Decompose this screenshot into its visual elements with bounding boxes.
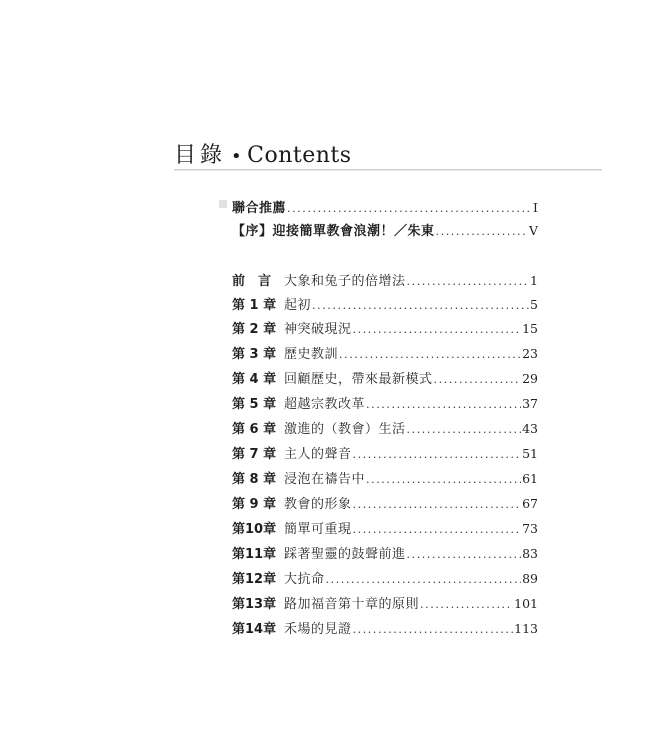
chapter-label: 第 1 章 (232, 298, 277, 313)
page-number: 83 (522, 546, 538, 561)
page-number: 15 (522, 321, 538, 336)
title-divider (174, 169, 602, 170)
chapter-label: 第 8 章 (232, 472, 277, 487)
page-number: 73 (522, 521, 538, 536)
dot-leader (312, 296, 529, 316)
entry-title: 禾場的見證 (284, 622, 352, 637)
entry-title: 【序】迎接簡單教會浪潮！／朱東 (232, 224, 435, 239)
page-number: 37 (522, 396, 538, 411)
entry-title: 路加福音第十章的原則 (284, 597, 420, 612)
chapter-label: 第 4 章 (232, 372, 277, 387)
toc-entry-chapter-3[interactable] (232, 344, 538, 364)
toc-entry-chapter-5[interactable] (232, 394, 538, 414)
chapter-label: 第 9 章 (232, 497, 277, 512)
chapter-label: 前 言 (232, 274, 272, 289)
entry-title: 大象和兔子的倍增法 (284, 274, 406, 289)
entry-title: 超越宗教改革 (284, 397, 366, 412)
entry-title: 浸泡在禱告中 (284, 472, 366, 487)
dot-leader (407, 420, 522, 440)
title-cjk: 目錄 (174, 143, 227, 168)
toc-entry-chapter-9[interactable] (232, 494, 538, 514)
entry-title: 起初 (284, 298, 312, 313)
dot-leader (436, 222, 528, 242)
toc-entry-chapter-8[interactable] (232, 469, 538, 489)
entry-title: 回顧歷史，帶來最新模式 (284, 372, 433, 387)
chapter-label: 第10章 (232, 522, 277, 537)
toc-entry-chapter-7[interactable] (232, 444, 538, 464)
chapter-label: 第13章 (232, 597, 277, 612)
entry-title: 大抗命 (284, 572, 325, 587)
toc-entry-preface[interactable] (232, 221, 538, 241)
chapter-label: 第 6 章 (232, 422, 277, 437)
entry-title: 神突破現況 (284, 322, 352, 337)
title-en: Contents (247, 143, 352, 168)
page-title (174, 138, 352, 169)
page-number: 43 (522, 421, 538, 436)
entry-title: 聯合推薦 (232, 201, 287, 216)
toc-entry-chapter-12[interactable] (232, 569, 538, 589)
dot-leader (420, 595, 513, 615)
page-number: 113 (514, 621, 538, 636)
toc-entry-chapter-6[interactable] (232, 419, 538, 439)
page-number: 51 (522, 446, 538, 461)
dot-leader (353, 445, 522, 465)
chapter-label: 第 7 章 (232, 447, 277, 462)
dot-leader (434, 370, 522, 390)
dot-leader (326, 570, 522, 590)
page-number: 89 (522, 571, 538, 586)
dot-leader (287, 199, 532, 219)
chapter-label: 第11章 (232, 547, 277, 562)
chapter-label: 第 3 章 (232, 347, 277, 362)
bullet-icon: • (231, 146, 243, 167)
chapter-label: 第12章 (232, 572, 277, 587)
page-number: 5 (530, 297, 538, 312)
dot-leader (366, 395, 521, 415)
page-number: 23 (522, 346, 538, 361)
entry-title: 激進的（教會）生活 (284, 422, 406, 437)
page-number: 1 (530, 273, 538, 288)
dot-leader (353, 520, 522, 540)
chapter-label: 第 5 章 (232, 397, 277, 412)
toc-entry-chapter-10[interactable] (232, 519, 538, 539)
toc-entry-foreword[interactable] (232, 271, 538, 291)
entry-title: 歷史教訓 (284, 347, 339, 362)
toc-entry-chapter-13[interactable] (232, 594, 538, 614)
toc-entry-chapter-4[interactable] (232, 369, 538, 389)
dot-leader (407, 272, 530, 292)
chapter-label: 第 2 章 (232, 322, 277, 337)
page-number: 61 (522, 471, 538, 486)
entry-title: 主人的聲音 (284, 447, 352, 462)
dot-leader (353, 620, 514, 640)
dot-leader (366, 470, 521, 490)
entry-title: 教會的形象 (284, 497, 352, 512)
dot-leader (353, 495, 522, 515)
toc-entry-recommendations[interactable] (232, 198, 538, 218)
page-number: V (528, 223, 538, 238)
toc-entry-chapter-14[interactable] (232, 619, 538, 639)
toc-entry-chapter-2[interactable] (232, 319, 538, 339)
dot-leader (407, 545, 522, 565)
entry-title: 踩著聖靈的鼓聲前進 (284, 547, 406, 562)
page-number: 67 (522, 496, 538, 511)
page-number: 101 (514, 596, 538, 611)
dot-leader (353, 320, 522, 340)
toc-entry-chapter-1[interactable] (232, 295, 538, 315)
toc-entry-chapter-11[interactable] (232, 544, 538, 564)
entry-title: 簡單可重現 (284, 522, 352, 537)
chapter-label: 第14章 (232, 622, 277, 637)
page-number: 29 (522, 371, 538, 386)
dot-leader (339, 345, 521, 365)
square-marker-icon (219, 200, 227, 208)
page-number: I (533, 200, 538, 215)
